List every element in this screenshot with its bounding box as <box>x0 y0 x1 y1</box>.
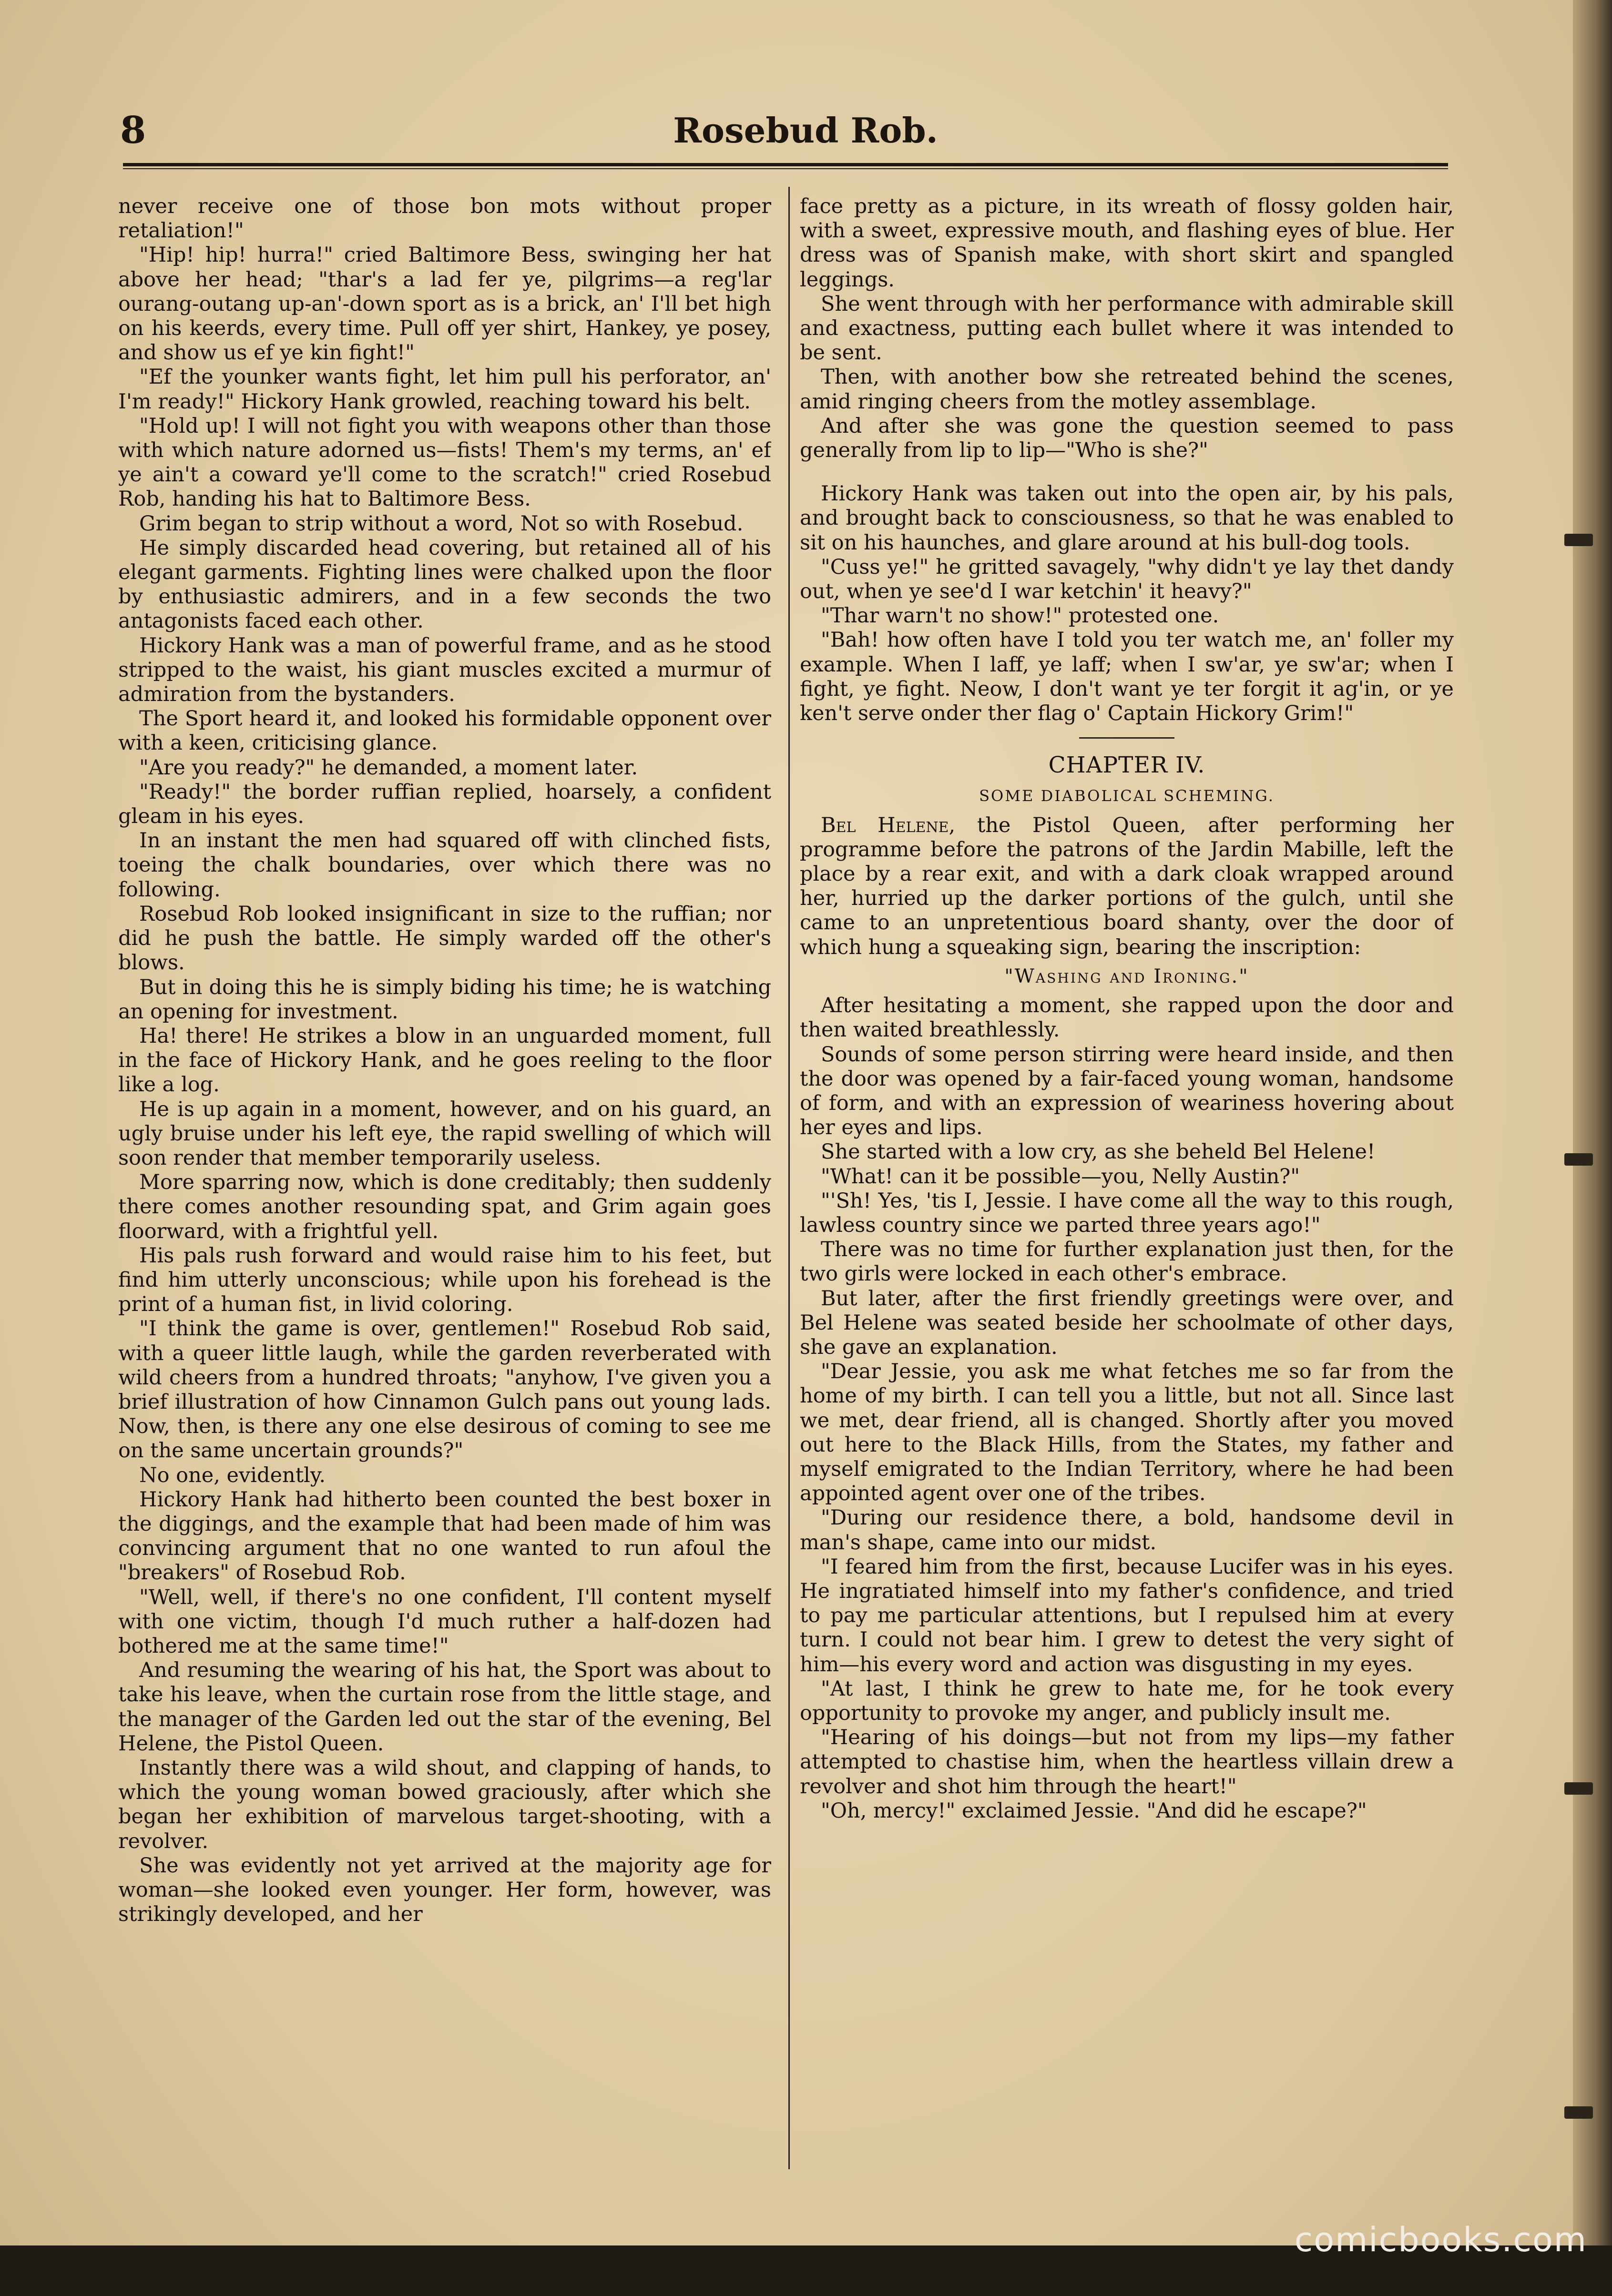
chapter-heading: CHAPTER IV. <box>1048 752 1205 779</box>
paragraph: Rosebud Rob looked insignificant in size to the ruffian; nor did he push the battle. He simply warded off the other's blows. <box>118 902 771 975</box>
paragraph: "At last, I think he grew to hate me, for he took every opportunity to provoke my anger, and publicly insult me. <box>800 1676 1454 1725</box>
paragraph: "Ef the younker wants fight, let him pull his perforator, an' I'm ready!" Hickory Hank growled, reaching toward his belt. <box>118 365 771 414</box>
paragraph: The Sport heard it, and looked his formidable opponent over with a keen, criticising glance. <box>118 707 771 755</box>
paragraph: But in doing this he is simply biding his time; he is watching an opening for investment. <box>118 975 771 1024</box>
paragraph-text: , the Pistol Queen, after performing her programme before the patrons of the Jardin Mabille, left the place by a rear exit, and with a dark cloak wrapped around her, hurried up the darker portions of the gulch, until she came to an unpretentious board shanty, over the door of which hung a squeaking sign, bearing the inscription: <box>800 813 1454 959</box>
paragraph: "What! can it be possible—you, Nelly Austin?" <box>821 1164 1300 1189</box>
paragraph: She went through with her performance with admirable skill and exactness, putting each bullet where it was intended to be sent. <box>800 292 1454 365</box>
paragraph: His pals rush forward and would raise him to his feet, but find him utterly unconscious; while upon his forehead is the print of a human fist, in livid coloring. <box>118 1243 771 1317</box>
paragraph: No one, evidently. <box>139 1463 326 1487</box>
paragraph: "I think the game is over, gentlemen!" Rosebud Rob said, with a queer little laugh, while the garden reverberated with wild cheers from a hundred throats; "anyhow, I've given you a brief illustration of how Cinnamon Gulch pans out young lads. Now, then, is there any one else desirous of coming to see me on the same uncertain grounds?" <box>118 1317 771 1463</box>
page-number: 8 <box>120 109 146 152</box>
paragraph: "Hold up! I will not fight you with weapons other than those with which nature adorned us—fists! Them's my terms, an' ef ye ain't a coward ye'll come to the scratch!" cried Rosebud Rob, handing his hat to Baltimore Bess. <box>118 414 771 511</box>
paragraph: "I feared him from the first, because Lucifer was in his eyes. He ingratiated himself into my father's confidence, and tried to pay me particular attentions, but I repulsed him at every turn. I could not bear him. I grew to detest the very sight of him—his every word and action was disgusting in my eyes. <box>800 1554 1454 1676</box>
paragraph: Sounds of some person stirring were heard inside, and then the door was opened by a fair-faced young woman, handsome of form, and with an expression of weariness hovering about her eyes and lips. <box>800 1042 1454 1140</box>
sign-inscription: "Washing and Ironing." <box>1004 965 1249 987</box>
paragraph: never receive one of those bon mots without proper retaliation!" <box>118 194 771 243</box>
lead-in: Bel Helene <box>821 813 949 837</box>
binding-staple <box>1564 2106 1593 2119</box>
paragraph: "'Sh! Yes, 'tis I, Jessie. I have come all the way to this rough, lawless country since we parted three years ago!" <box>800 1189 1454 1237</box>
paragraph: face pretty as a picture, in its wreath of flossy golden hair, with a sweet, expressive mouth, and flashing eyes of blue. Her dress was of Spanish make, with short skirt and spangled leggings. <box>800 194 1454 292</box>
paragraph: "Cuss ye!" he gritted savagely, "why didn't ye lay thet dandy out, when ye see'd I war ketchin' it heavy?" <box>800 555 1454 604</box>
chapter-subtitle: SOME DIABOLICAL SCHEMING. <box>979 787 1275 805</box>
right-column <box>800 194 1454 2172</box>
watermark: comicbooks.com <box>1294 2220 1587 2259</box>
paragraph: And after she was gone the question seemed to pass generally from lip to lip—"Who is she?" <box>800 414 1454 463</box>
paragraph: "Ready!" the border ruffian replied, hoarsely, a confident gleam in his eyes. <box>118 780 771 829</box>
binding-staple <box>1564 534 1593 546</box>
paragraph: "Bah! how often have I told you ter watch me, an' foller my example. When I laff, ye laff; when I sw'ar, ye sw'ar; when I fight, ye fight. Neow, I don't want ye ter forgit it ag'in, or ye ken't serve onder ther flag o' Captain Hickory Grim!" <box>800 628 1454 726</box>
paragraph: She was evidently not yet arrived at the majority age for woman—she looked even younger. Her form, however, was strikingly developed, and her <box>118 1853 771 1927</box>
paragraph: Then, with another bow she retreated behind the scenes, amid ringing cheers from the motley assemblage. <box>800 365 1454 414</box>
paragraph: Ha! there! He strikes a blow in an unguarded moment, full in the face of Hickory Hank, and he goes reeling to the floor like a log. <box>118 1024 771 1097</box>
paragraph: "Thar warn't no show!" protested one. <box>821 604 1219 628</box>
paragraph: And resuming the wearing of his hat, the Sport was about to take his leave, when the curtain rose from the little stage, and the manager of the Garden led out the star of the evening, Bel Helene, the Pistol Queen. <box>118 1658 771 1756</box>
paragraph: "Hearing of his doings—but not from my lips—my father attempted to chastise him, when the heartless villain drew a revolver and shot him through the heart!" <box>800 1726 1454 1798</box>
binding-staple <box>1564 1153 1593 1166</box>
page-spine-shadow <box>1573 0 1612 2296</box>
paragraph: "Are you ready?" he demanded, a moment later. <box>139 755 638 780</box>
paragraph: But later, after the first friendly greetings were over, and Bel Helene was seated beside her schoolmate of other days, she gave an explanation. <box>800 1286 1454 1359</box>
left-column <box>118 194 771 2172</box>
paragraph: Hickory Hank had hitherto been counted the best boxer in the diggings, and the example that had been made of him was convincing argument that no one wanted to run afoul the "breakers" of Rosebud Rob. <box>118 1487 771 1585</box>
paragraph: More sparring now, which is done creditably; then suddenly there comes another resounding spat, and Grim again goes floorward, with a frightful yell. <box>118 1170 771 1243</box>
running-title: Rosebud Rob. <box>673 110 938 151</box>
paragraph <box>800 813 1454 960</box>
section-rule <box>1079 737 1174 739</box>
paragraph: "Dear Jessie, you ask me what fetches me so far from the home of my birth. I can tell you a little, but not all. Since last we met, dear friend, all is changed. Shortly after you moved out here to the Black Hills, from the States, my father and myself emigrated to the Indian Territory, where he had been appointed agent over one of the tribes. <box>800 1360 1454 1506</box>
paragraph: Hickory Hank was a man of powerful frame, and as he stood stripped to the waist, his giant muscles excited a murmur of admiration from the bystanders. <box>118 633 771 707</box>
paragraph: "During our residence there, a bold, handsome devil in man's shape, came into our midst. <box>800 1506 1454 1554</box>
column-divider <box>788 187 790 2169</box>
paragraph: "Hip! hip! hurra!" cried Baltimore Bess, swinging her hat above her head; "thar's a lad fer ye, pilgrims—a reg'lar ourang-outang up-an'-down sport as is a brick, an' I'll bet high on his keerds, every time. Pull off yer shirt, Hankey, ye posey, and show us ef ye kin fight!" <box>118 243 771 365</box>
paragraph: Hickory Hank was taken out into the open air, by his pals, and brought back to consciousness, so that he was enabled to sit on his haunches, and glare around at his bull-dog tools. <box>800 482 1454 555</box>
binding-staple <box>1564 1782 1593 1795</box>
paragraph: He is up again in a moment, however, and on his guard, an ugly bruise under his left eye, the rapid swelling of which will soon render that member temporarily useless. <box>118 1097 771 1170</box>
paragraph: "Oh, mercy!" exclaimed Jessie. "And did he escape?" <box>821 1798 1367 1823</box>
header-rule <box>123 163 1448 169</box>
paragraph: He simply discarded head covering, but retained all of his elegant garments. Fighting lines were chalked upon the floor by enthusiastic admirers, and in a few seconds the two antagonists faced each other. <box>118 536 771 633</box>
paragraph: "Well, well, if there's no one confident, I'll content myself with one victim, though I'd much ruther a half-dozen had bothered me at the same time!" <box>118 1585 771 1658</box>
paragraph: Grim began to strip without a word, Not so with Rosebud. <box>139 511 744 536</box>
paragraph: Instantly there was a wild shout, and clapping of hands, to which the young woman bowed graciously, after which she began her exhibition of marvelous target-shooting, with a revolver. <box>118 1756 771 1853</box>
paragraph: She started with a low cry, as she beheld Bel Helene! <box>821 1140 1376 1164</box>
paragraph: In an instant the men had squared off with clinched fists, toeing the chalk boundaries, over which there was no following. <box>118 829 771 902</box>
paragraph: After hesitating a moment, she rapped upon the door and then waited breathlessly. <box>800 994 1454 1042</box>
paragraph: There was no time for further explanation just then, for the two girls were locked in each other's embrace. <box>800 1238 1454 1286</box>
